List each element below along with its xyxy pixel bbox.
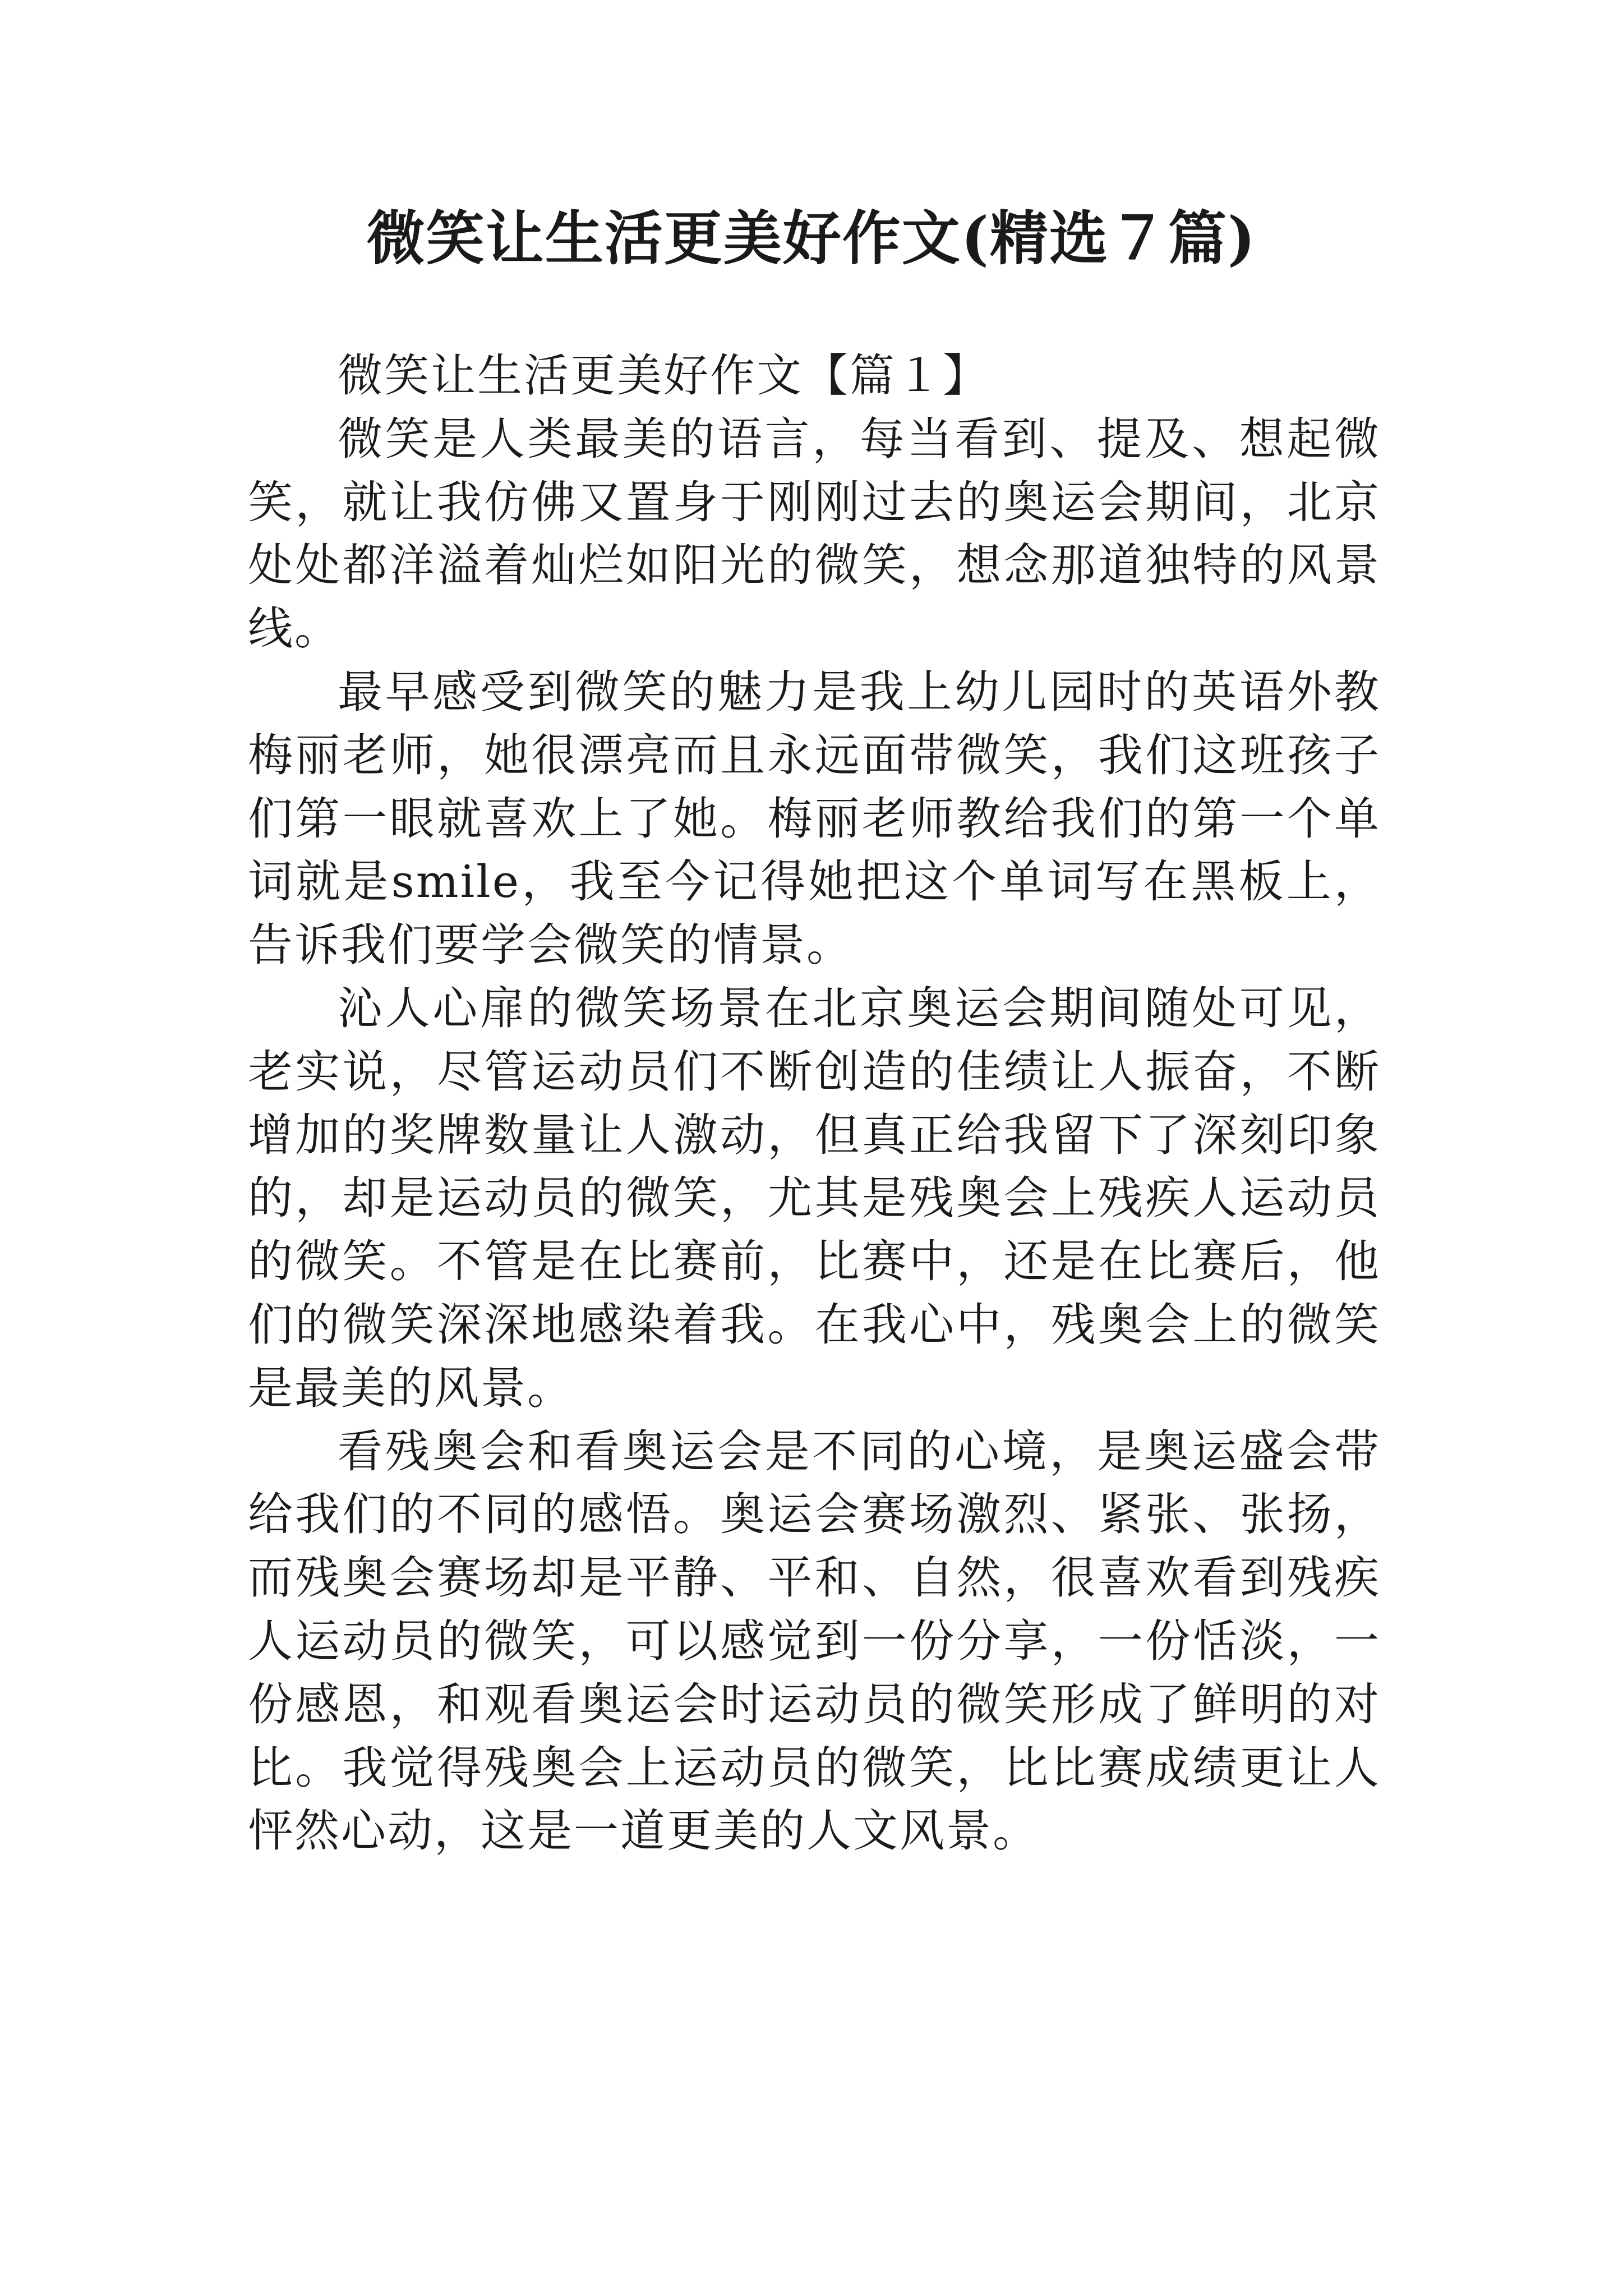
document-body	[248, 344, 1381, 1863]
paragraph: 看残奥会和看奥运会是不同的心境，是奥运盛会带给我们的不同的感悟。奥运会赛场激烈、紧张、张扬，而残奥会赛场却是平静、平和、自然，很喜欢看到残疾人运动员的微笑，可以感觉到一份分享，一份恬淡，一份感恩，和观看奥运会时运动员的微笑形成了鲜明的对比。我觉得残奥会上运动员的微笑，比比赛成绩更让人怦然心动，这是一道更美的人文风景。	[248, 1425, 1381, 1857]
section-heading: 微笑让生活更美好作文【篇１】	[338, 349, 989, 402]
paragraph: 最早感受到微笑的魅力是我上幼儿园时的英语外教梅丽老师，她很漂亮而且永远面带微笑，我们这班孩子们第一眼就喜欢上了她。梅丽老师教给我们的第一个单词就是smile，我至今记得她把这个单词写在黑板上，告诉我们要学会微笑的情景。	[248, 665, 1381, 972]
paragraph: 沁人心扉的微笑场景在北京奥运会期间随处可见，老实说，尽管运动员们不断创造的佳绩让人振奋，不断增加的奖牌数量让人激动，但真正给我留下了深刻印象的，却是运动员的微笑，尤其是残奥会上残疾人运动员的微笑。不管是在比赛前，比赛中，还是在比赛后，他们的微笑深深地感染着我。在我心中，残奥会上的微笑是最美的风景。	[248, 982, 1381, 1414]
document-title: 微笑让生活更美好作文(精选７篇)	[366, 204, 1257, 273]
paragraph: 微笑是人类最美的语言，每当看到、提及、想起微笑，就让我仿佛又置身于刚刚过去的奥运会期间，北京处处都洋溢着灿烂如阳光的微笑，想念那道独特的风景线。	[248, 412, 1381, 655]
